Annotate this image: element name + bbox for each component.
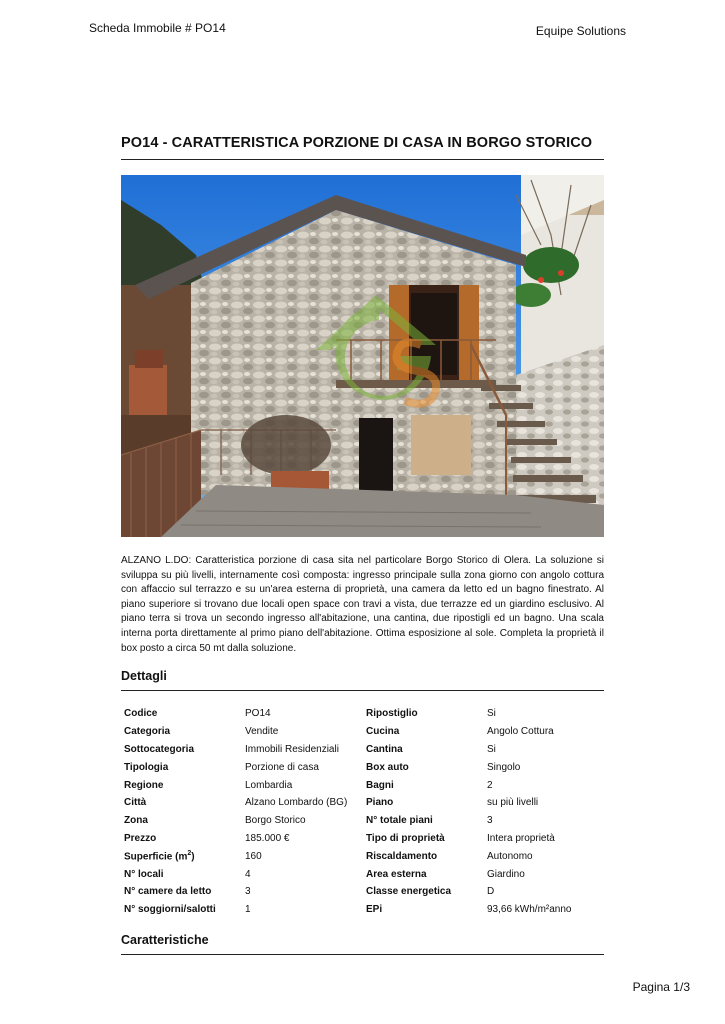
detail-label: N° soggiorni/salotti [124,904,216,916]
detail-value: Singolo [487,761,521,773]
detail-value: D [487,886,495,898]
detail-value: Borgo Storico [245,815,306,827]
detail-value: 4 [245,868,251,880]
detail-label: Classe energetica [366,886,452,898]
detail-label: Città [124,797,147,809]
detail-label: Regione [124,779,164,791]
detail-value: 3 [487,815,493,827]
details-row [121,830,604,848]
details-row [121,723,604,741]
title-divider [121,159,604,160]
detail-value: Si [487,743,496,755]
detail-label: N° totale piani [366,815,433,827]
header-agency: Equipe Solutions [535,24,626,38]
detail-label: Riscaldamento [366,850,438,862]
detail-label: EPi [366,904,383,916]
detail-label: Piano [366,797,394,809]
detail-value: 2 [487,779,493,791]
details-divider [121,690,604,691]
details-row [121,865,604,883]
detail-value: Lombardia [245,779,293,791]
detail-value: Porzione di casa [245,761,319,773]
detail-value: Autonomo [487,850,533,862]
section-title-features: Caratteristiche [121,933,209,947]
detail-label: N° camere da letto [124,886,212,898]
detail-label: Codice [124,708,158,720]
detail-value: 185.000 € [245,832,290,844]
detail-value: 160 [245,850,262,862]
detail-label: Bagni [366,779,394,791]
detail-label: Sottocategoria [124,743,195,755]
detail-label: Box auto [366,761,409,773]
details-row [121,883,604,901]
detail-label: Categoria [124,726,171,738]
property-description: ALZANO L.DO: Caratteristica porzione di casa sita nel particolare Borgo Storico di Olera. La soluzione si sviluppa su più livelli, internamente così composta: ingresso principale sulla zona giorno con angolo cottura con affaccio sul terrazzo e su un'area esterna di proprietà, una camera da letto ed un bagno finestrato. Al piano superiore si trovano due locali open space con travi a vista, due terrazze ed un giardino esclusivo. Al piano terra si trova un secondo ingresso all'abitazione, una cantina, due ripostigli ed un bagno. Una scala interna porta direttamente al primo piano dell'abitazione. Ottima esposizione al sole. Completa la proprietà il box posto a circa 50 mt dalla soluzione. [121,555,604,654]
page-title: PO14 - CARATTERISTICA PORZIONE DI CASA IN BORGO STORICO [121,135,593,151]
details-row [121,847,604,865]
header-reference: Scheda Immobile # PO14 [89,21,226,35]
detail-value: Si [487,708,496,720]
detail-label: Zona [124,815,148,827]
features-divider [121,954,604,955]
detail-label: Cantina [366,743,403,755]
details-row [121,776,604,794]
detail-label: N° locali [124,868,164,880]
detail-value: 3 [245,886,251,898]
detail-value: Intera proprietà [487,832,555,844]
detail-label: Prezzo [124,832,157,844]
detail-value: su più livelli [487,797,539,809]
detail-label: Tipo di proprietà [366,832,445,844]
details-row [121,794,604,812]
detail-label: Ripostiglio [366,708,418,720]
detail-label: Area esterna [366,868,427,880]
detail-value: 1 [245,904,251,916]
detail-value: Immobili Residenziali [245,743,339,755]
detail-label: Superficie $(m^2)$ [124,850,195,863]
detail-value: Giardino [487,868,525,880]
details-row [121,812,604,830]
detail-value: Alzano Lombardo (BG) [245,797,348,809]
details-row [121,741,604,759]
details-row [121,705,604,723]
details-row [121,758,604,776]
detail-label: Cucina [366,726,400,738]
property-photo [121,175,604,537]
detail-value: Angolo Cottura [487,726,554,738]
detail-value: PO14 [245,708,271,720]
detail-value: Vendite [245,726,279,738]
details-table [121,705,604,919]
details-row [121,901,604,919]
detail-label: Tipologia [124,761,169,773]
detail-value: 93,66 kWh/m²anno [487,904,572,916]
section-title-details: Dettagli [121,669,167,683]
page-number: Pagina 1/3 [632,980,690,994]
